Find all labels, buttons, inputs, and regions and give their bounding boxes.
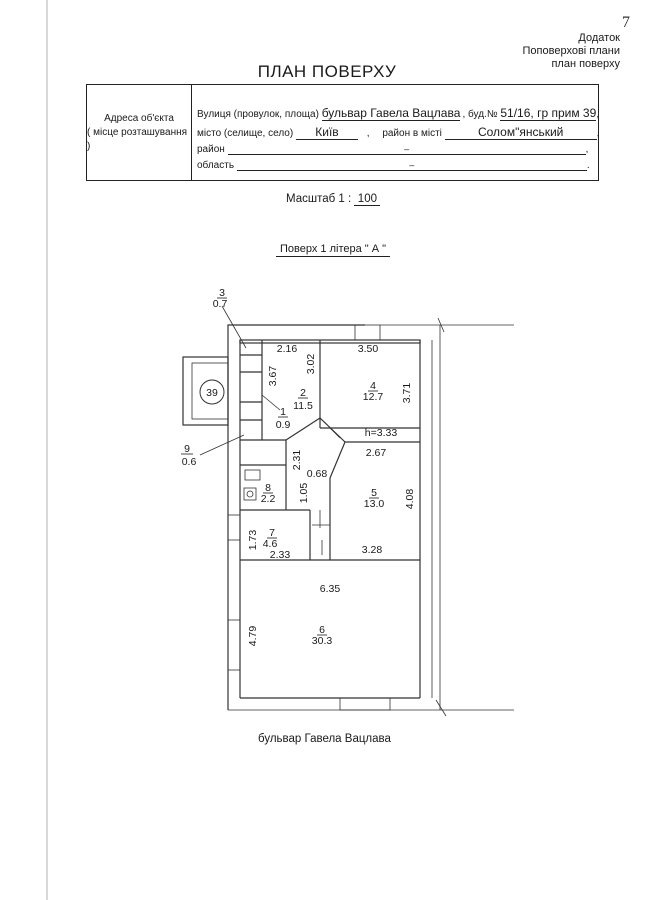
region-value: – xyxy=(237,160,587,171)
room-7-area: 4.6 xyxy=(262,538,278,550)
dim-3-02: 3.02 xyxy=(305,353,317,375)
annex-line-3: план поверху xyxy=(551,58,620,70)
page-title: ПЛАН ПОВЕРХУ xyxy=(257,62,397,81)
street-row: Вулиця (провулок, площа) бульвар Гавела Вацлава , буд.№ 51/16, гр прим 39, xyxy=(197,106,600,120)
room-6-number: 6 xyxy=(319,624,325,636)
dim-4-79: 4.79 xyxy=(247,625,259,647)
room-1-number: 1 xyxy=(280,406,286,418)
dim-4-08: 4.08 xyxy=(404,488,416,510)
room-5-area: 13.0 xyxy=(363,498,385,510)
room-8-area: 2.2 xyxy=(260,493,276,505)
dim-2-67: 2.67 xyxy=(365,447,387,459)
dim-2-31: 2.31 xyxy=(291,449,303,471)
city-row: місто (селище, село) Київ , район в місті Солом"янський , xyxy=(197,125,600,139)
room-1-area: 0.9 xyxy=(275,419,291,431)
address-sublabel: ( місце розташування ) xyxy=(87,126,188,152)
room-2-area: 11.5 xyxy=(293,400,313,412)
dim-2-33: 2.33 xyxy=(269,549,291,561)
plan-walls xyxy=(183,306,514,716)
annex-line-1: Додаток xyxy=(578,32,620,44)
district-value: – xyxy=(228,144,586,155)
building-label: , буд.№ xyxy=(462,109,498,120)
floor-label: Поверх 1 літера " А " xyxy=(276,243,390,257)
room-9-number: 9 xyxy=(184,443,190,455)
region-label: область xyxy=(197,160,235,171)
dim-height: h=3.33 xyxy=(364,427,398,439)
street-label: Вулиця (провулок, площа) xyxy=(197,109,319,120)
building-value: 51/16, гр прим 39 xyxy=(500,106,597,120)
dim-3-50: 3.50 xyxy=(357,343,379,355)
room-4-area: 12.7 xyxy=(362,391,384,403)
room-4-number: 4 xyxy=(370,380,376,392)
room-6-area: 30.3 xyxy=(311,635,333,647)
dim-3-71: 3.71 xyxy=(401,382,413,404)
street-caption: бульвар Гавела Вацлава xyxy=(258,733,391,745)
scale-value: 100 xyxy=(354,193,380,206)
city-value: Київ xyxy=(296,125,358,140)
unit-number: 39 xyxy=(206,387,218,399)
dim-3-67: 3.67 xyxy=(267,365,279,387)
room-9-area: 0.6 xyxy=(181,456,197,468)
room-7-number: 7 xyxy=(269,527,275,539)
district-city-value: Солом"янський xyxy=(445,125,597,140)
street-value: бульвар Гавела Вацлава xyxy=(321,106,461,120)
annex-line-2: Поповерхові плани xyxy=(522,45,620,57)
dim-2-16: 2.16 xyxy=(276,343,298,355)
room-3-number: 3 xyxy=(219,287,225,299)
address-label: Адреса об'єкта xyxy=(104,112,174,124)
page-number: 7 xyxy=(622,14,630,31)
region-row: область – . xyxy=(197,160,590,171)
dim-1-73: 1.73 xyxy=(247,529,259,551)
district-label: район xyxy=(197,144,225,155)
dim-0-68: 0.68 xyxy=(306,468,328,480)
dim-1-05: 1.05 xyxy=(298,482,310,504)
dim-3-28: 3.28 xyxy=(361,544,383,556)
district-row: район – , xyxy=(197,144,589,155)
room-3-area: 0.7 xyxy=(212,298,228,310)
room-5-number: 5 xyxy=(371,487,377,499)
scale-label: Масштаб 1 : xyxy=(286,193,352,205)
dim-6-35: 6.35 xyxy=(319,583,341,595)
city-label: місто (селище, село) xyxy=(197,128,294,139)
district-city-label: район в місті xyxy=(382,128,442,139)
room-2-number: 2 xyxy=(300,387,306,399)
room-8-number: 8 xyxy=(265,482,271,494)
